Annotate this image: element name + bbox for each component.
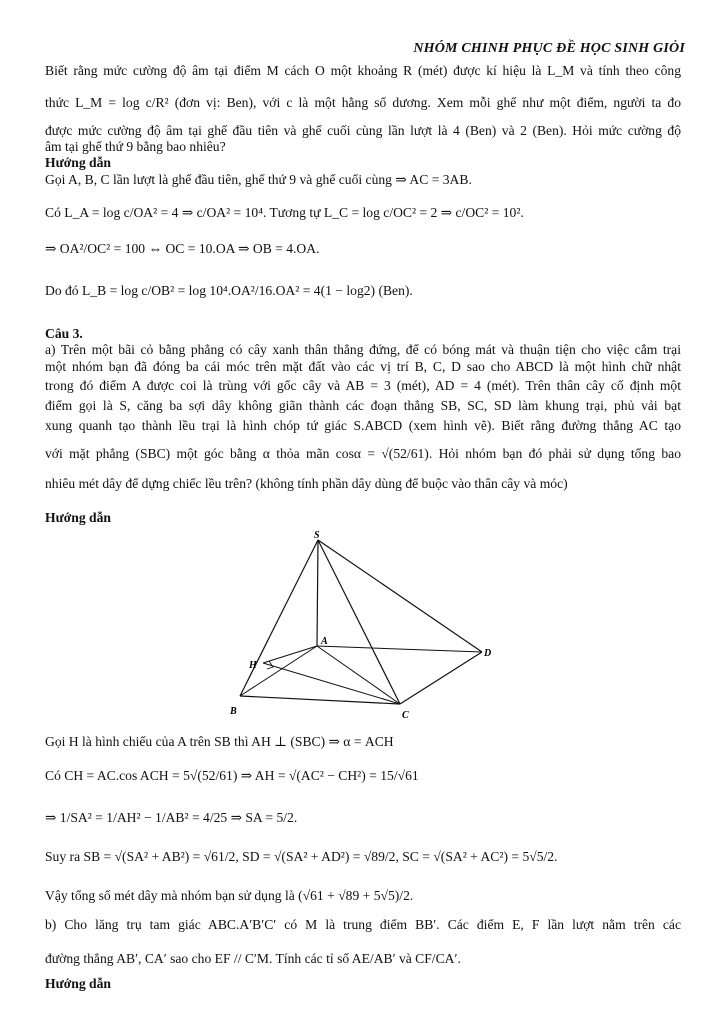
edge-sa [317,540,318,646]
vertex-label-c: C [402,710,409,721]
solution-line: Gọi A, B, C lần lượt là ghế đầu tiên, ghế thứ 9 và ghế cuối cùng ⇒ AC = 3AB. [45,172,472,187]
problem-text-line: trong đó điểm A được coi là trùng với gốc cây và AB = 3 (mét), AD = 4 (mét). Trên thân cây cố định một [45,378,681,393]
problem-text-line: một nhóm bạn đã đóng ba cái móc trên mặt đất vào các vị trí B, C, D sao cho ABCD là một hình chữ nhật [45,359,681,374]
page-header: NHÓM CHINH PHỤC ĐỀ HỌC SINH GIỎI [413,41,685,56]
edge-ac [317,646,400,704]
vertex-label-b: B [230,706,237,717]
vertex-label-a: A [321,636,328,647]
problem-text-line: được mức cường độ âm tại ghế đầu tiên và ghế cuối cùng lần lượt là 4 (Ben) và 2 (Ben). Hỏi mức cường độ [45,123,681,138]
edge-sd [318,540,482,652]
solution-line: Có CH = AC.cos ACH = 5√(52/61) ⇒ AH = √(AC² − CH²) = 15/√61 [45,768,419,783]
vertex-label-d: D [484,648,492,659]
solution-heading: Hướng dẫn [45,510,111,525]
segment-ah [263,646,317,663]
edge-ad [317,646,482,652]
edge-cd [400,652,482,704]
problem-text-line: xung quanh tạo thành lều trại là hình chóp tứ giác S.ABCD (xem hình vẽ). Biết rằng đường thẳng AC tạo [45,418,681,433]
solution-line: Vậy tổng số mét dây mà nhóm bạn sử dụng là (√61 + √89 + 5√5)/2. [45,888,414,903]
problem-text-line: Biết rằng mức cường độ âm tại điểm M cách O một khoảng R (mét) được kí hiệu là L_M và tính theo công [45,63,681,78]
edge-sc [318,540,400,704]
problem-text-line: với mặt phẳng (SBC) một góc bằng α thỏa mãn cosα = √(52/61). Hỏi nhóm bạn đó phải sử dụng tổng bao [45,446,681,461]
solution-line: Suy ra SB = √(SA² + AB²) = √61/2, SD = √(SA² + AD²) = √89/2, SC = √(SA² + AC²) = 5√5/2. [45,849,558,864]
problem-text-line: đường thẳng AB′, CA′ sao cho EF // C′M. Tính các tỉ số AE/AB′ và CF/CA′. [45,951,461,966]
problem-text-line: âm tại ghế thứ 9 bằng bao nhiêu? [45,139,226,154]
pyramid-figure [220,528,510,728]
vertex-label-s: S [314,530,320,541]
problem-text-line: điểm gọi là S, căng ba sợi dây không giãn thành các đoạn thẳng SB, SC, SD làm khung trại, phủ vải bạt [45,398,681,413]
solution-line: Có L_A = log c/OA² = 4 ⇒ c/OA² = 10⁴. Tương tự L_C = log c/OC² = 2 ⇒ c/OC² = 10². [45,205,524,220]
solution-line: ⇒ OA²/OC² = 100 ⇔ OC = 10.OA ⇒ OB = 4.OA. [45,241,320,256]
problem-text-line: a) Trên một bãi cỏ bằng phẳng có cây xanh thân thẳng đứng, để có bóng mát và thuận tiện cho việc cắm trại [45,342,681,357]
solution-line: ⇒ 1/SA² = 1/AH² − 1/AB² = 4/25 ⇒ SA = 5/2. [45,810,298,825]
problem-text-line: b) Cho lăng trụ tam giác ABC.A′B′C′ có M là trung điểm BB′. Các điểm E, F lần lượt nằm trên các [45,917,681,932]
problem-text-line: thức L_M = log c/R² (đơn vị: Ben), với c là một hằng số dương. Xem mỗi ghế như một điểm, người ta đo [45,95,681,110]
problem-text-line: nhiêu mét dây để dựng chiếc lều trên? (không tính phần dây dùng để buộc vào thân cây và móc) [45,476,568,491]
edge-ab [240,646,317,696]
solution-heading: Hướng dẫn [45,976,111,991]
question-title: Câu 3. [45,326,83,341]
edge-sb [240,540,318,696]
vertex-label-h: H [249,660,257,671]
solution-line: Do đó L_B = log c/OB² = log 10⁴.OA²/16.OA² = 4(1 − log2) (Ben). [45,283,413,298]
solution-heading: Hướng dẫn [45,155,111,170]
solution-line: Gọi H là hình chiếu của A trên SB thì AH ⊥ (SBC) ⇒ α = ACH [45,734,394,749]
